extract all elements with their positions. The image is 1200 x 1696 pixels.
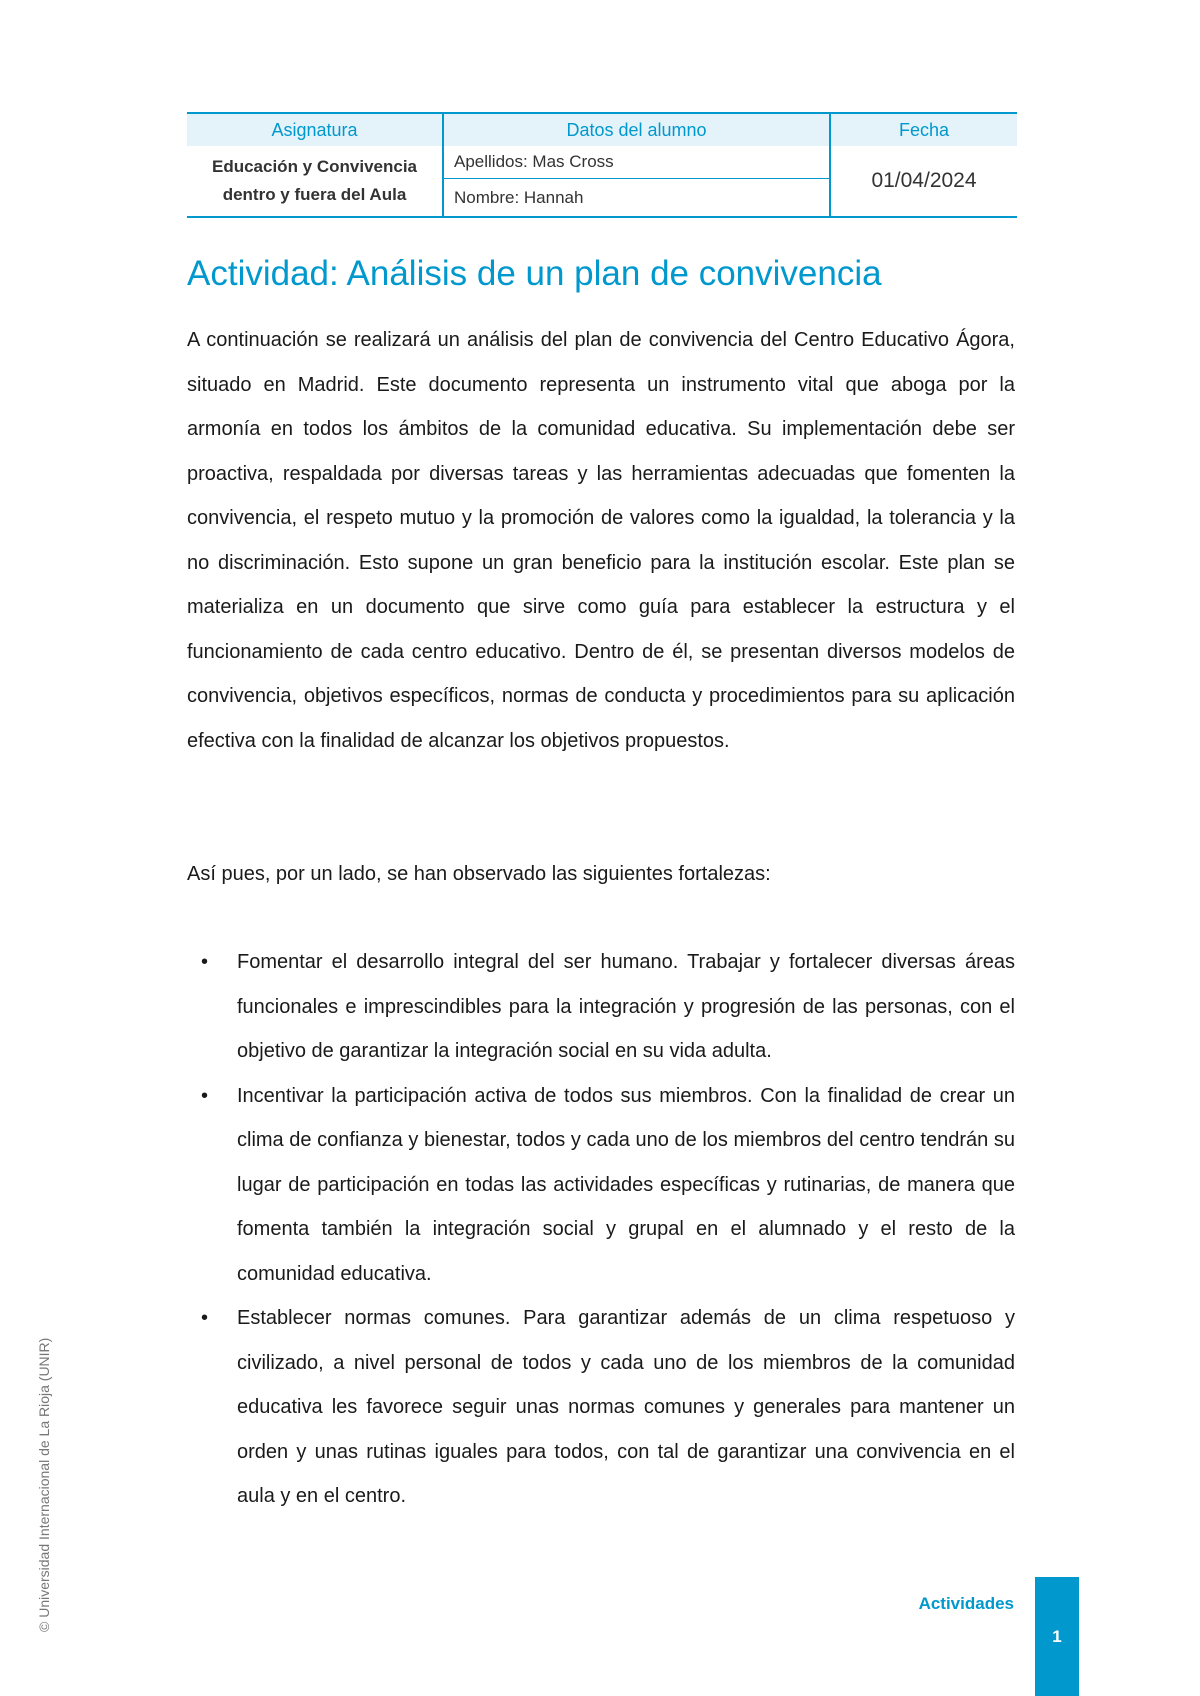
subject-line-1: Educación y Convivencia <box>211 157 417 176</box>
page-title: Actividad: Análisis de un plan de convivencia <box>187 254 882 293</box>
list-item-text: Fomentar el desarrollo integral del ser humano. Trabajar y fortalecer diversas áreas funcionales e imprescindibles para la integración y progresión de las personas, con el objetivo de garantizar la integración social en su vida adulta. <box>237 951 1015 1062</box>
bullet-icon: • <box>201 1307 209 1329</box>
header-col-date: Fecha <box>830 113 1017 146</box>
header-table <box>187 112 1017 218</box>
copyright-notice: © Universidad Internacional de La Rioja (UNIR) <box>36 1337 52 1632</box>
header-col-student: Datos del alumno <box>443 113 830 146</box>
subject-line-2: dentro y fuera del Aula <box>222 185 407 204</box>
page-number: 1 <box>1052 1626 1062 1646</box>
date-cell: 01/04/2024 <box>830 146 1017 217</box>
list-item-text: Incentivar la participación activa de todos sus miembros. Con la finalidad de crear un clima de confianza y bienestar, todos y cada uno de los miembros del centro tendrán su lugar de participación en todas las actividades específicas y rutinarias, de manera que fomenta también la integración social y grupal en el alumnado y el resto de la comunidad educativa. <box>237 1084 1015 1285</box>
strengths-list <box>187 940 1015 1519</box>
strengths-intro: Así pues, por un lado, se han observado las siguientes fortalezas: <box>187 863 771 885</box>
page-number-tab <box>1035 1577 1079 1696</box>
header-col-subject: Asignatura <box>187 113 443 146</box>
list-item <box>187 1296 1015 1519</box>
name-cell: Nombre: Hannah <box>443 179 830 217</box>
footer-section-label: Actividades <box>918 1594 1014 1613</box>
surname-cell: Apellidos: Mas Cross <box>443 146 830 179</box>
bullet-icon: • <box>201 951 209 973</box>
list-item <box>187 1074 1015 1297</box>
subject-cell <box>187 146 443 217</box>
intro-paragraph: A continuación se realizará un análisis del plan de convivencia del Centro Educativo Ágora, situado en Madrid. Este documento representa un instrumento vital que aboga por la armonía en todos los ámbitos de la comunidad educativa. Su implementación debe ser proactiva, respaldada por diversas tareas y las herramientas adecuadas que fomenten la convivencia, el respeto mutuo y la promoción de valores como la igualdad, la tolerancia y la no discriminación. Esto supone un gran beneficio para la institución escolar. Este plan se materializa en un documento que sirve como guía para establecer la estructura y el funcionamiento de cada centro educativo. Dentro de él, se presentan diversos modelos de convivencia, objetivos específicos, normas de conducta y procedimientos para su aplicación efectiva con la finalidad de alcanzar los objetivos propuestos. <box>187 329 1015 752</box>
list-item-text: Establecer normas comunes. Para garantizar además de un clima respetuoso y civilizado, a nivel personal de todos y cada uno de los miembros de la comunidad educativa les favorece seguir unas normas comunes y generales para mantener un orden y unas rutinas iguales para todos, con tal de garantizar una convivencia en el aula y en el centro. <box>237 1307 1015 1507</box>
bullet-icon: • <box>201 1084 209 1107</box>
list-item <box>187 940 1015 1074</box>
